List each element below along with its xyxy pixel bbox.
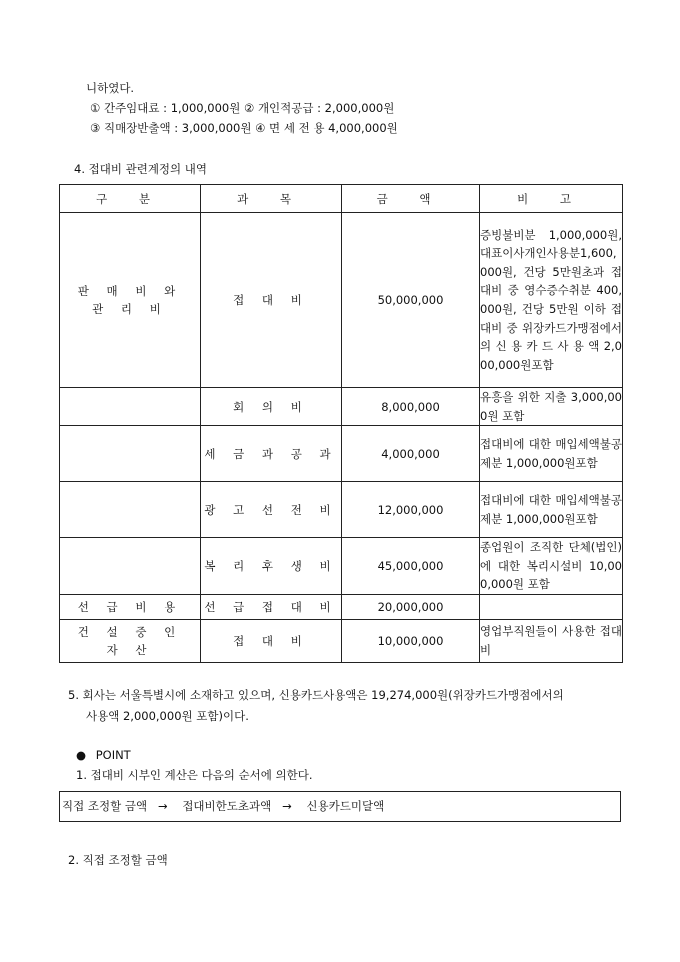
row-amount: 10,000,000: [342, 619, 480, 662]
table-row: [60, 482, 623, 538]
row-account: 접 대 비: [201, 619, 342, 662]
row-note: 유흥을 위한 지출 3,000,000원 포함: [480, 388, 623, 426]
header-amount: 금 액: [342, 185, 480, 213]
header-note: 비 고: [480, 185, 623, 213]
bullet-icon: ●: [76, 748, 87, 762]
row-amount: 45,000,000: [342, 538, 480, 595]
section-4-title: 4. 접대비 관련계정의 내역: [74, 162, 208, 176]
row-note: [480, 594, 623, 619]
row-note: 종업원이 조직한 단체(법인)에 대한 복리시설비 10,000,000원 포함: [480, 538, 623, 595]
table-row: [60, 426, 623, 482]
row-note: 접대비에 대한 매입세액불공제분 1,000,000원포함: [480, 426, 623, 482]
point-heading: [76, 746, 131, 764]
table-row: [60, 619, 623, 662]
row-account: 회 의 비: [201, 388, 342, 426]
flow-step-card-shortfall: 신용카드미달액: [306, 799, 385, 813]
header-account: 과 목: [201, 185, 342, 213]
intro-continuation: 니하였다.: [86, 81, 135, 95]
intro-items-line-2: ③ 직매장반출액 : 3,000,000원 ④ 면 세 전 용 4,000,000원: [90, 121, 398, 135]
row-amount: 50,000,000: [342, 213, 480, 388]
header-category: 구 분: [60, 185, 201, 213]
row-category: 선 급 비 용: [60, 594, 201, 619]
row-amount: 8,000,000: [342, 388, 480, 426]
row-account: 세 금 과 공 과: [201, 426, 342, 482]
row-note: 영업부직원들이 사용한 접대비: [480, 619, 623, 662]
section-5-line-1: 5. 회사는 서울특별시에 소재하고 있으며, 신용카드사용액은 19,274,000원(위장카드가맹점에서의: [68, 688, 564, 702]
row-amount: 12,000,000: [342, 482, 480, 538]
flow-step-direct-adjust: 직접 조정할 금액: [62, 799, 148, 813]
row-account: 선 급 접 대 비: [201, 594, 342, 619]
row-category: [60, 388, 201, 426]
table-header-row: [60, 185, 623, 213]
table-row: [60, 538, 623, 595]
section-5-line-2: 사용액 2,000,000원 포함)이다.: [86, 709, 249, 723]
row-amount: 4,000,000: [342, 426, 480, 482]
row-account: 접 대 비: [201, 213, 342, 388]
row-category: [60, 482, 201, 538]
flow-step-limit-excess: 접대비한도초과액: [182, 799, 272, 813]
row-note: 증빙불비분 1,000,000원, 대표이사개인사용분1,600,000원, 건당 5만원초과 접대비 중 영수증수취분 400,000원, 건당 5만원 이하 접대비 중 위장카드가맹점에서의 신 용 카 드 사 용 액 2,000,000원포함: [480, 213, 623, 388]
calculation-flow-box: [59, 791, 621, 822]
row-account: 복 리 후 생 비: [201, 538, 342, 595]
table-row: [60, 594, 623, 619]
row-category: 건 설 중 인 자 산: [60, 619, 201, 662]
point-item-2: 2. 직접 조정할 금액: [68, 853, 168, 867]
table-row: [60, 213, 623, 388]
arrow-right-icon: →: [282, 799, 292, 813]
point-title: POINT: [95, 748, 131, 762]
row-category: 판 매 비 와 관 리 비: [60, 213, 201, 388]
arrow-right-icon: →: [158, 799, 168, 813]
row-amount: 20,000,000: [342, 594, 480, 619]
table-row: [60, 388, 623, 426]
row-account: 광 고 선 전 비: [201, 482, 342, 538]
expense-account-table: [59, 184, 623, 663]
row-category: [60, 538, 201, 595]
row-note: 접대비에 대한 매입세액불공제분 1,000,000원포함: [480, 482, 623, 538]
row-category: [60, 426, 201, 482]
intro-items-line-1: ① 간주임대료 : 1,000,000원 ② 개인적공급 : 2,000,000원: [90, 101, 395, 115]
point-item-1: 1. 접대비 시부인 계산은 다음의 순서에 의한다.: [76, 768, 313, 782]
